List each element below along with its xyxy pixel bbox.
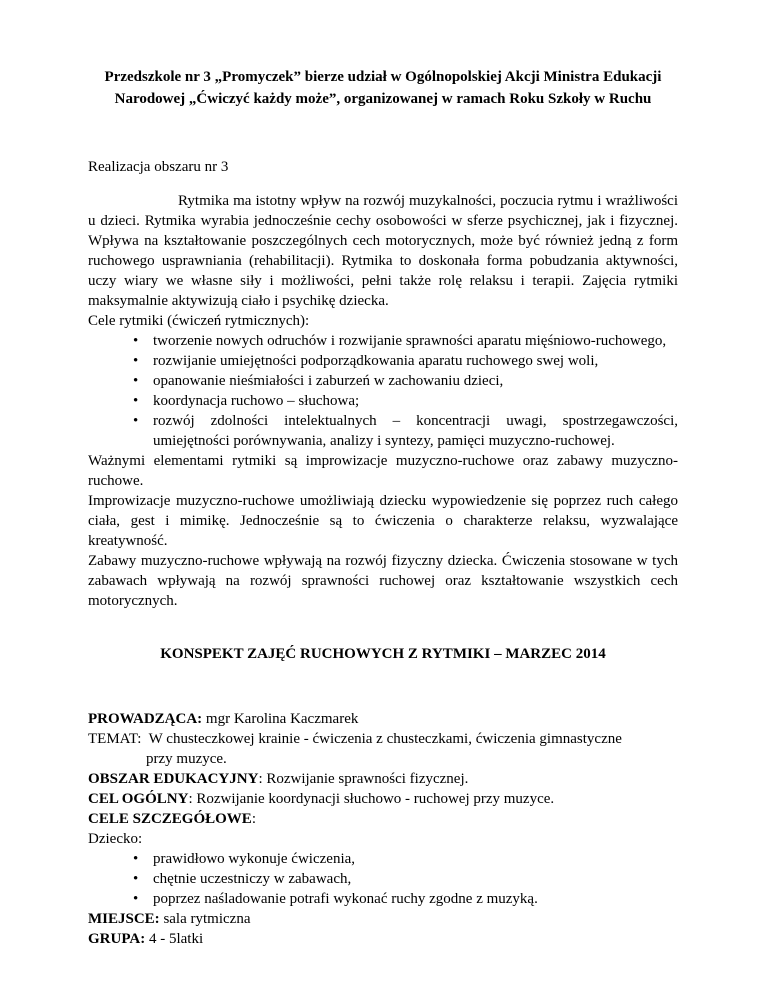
paragraph-elements: Ważnymi elementami rytmiki są improwizacje muzyczno-ruchowe oraz zabawy muzyczno-ruchowe. bbox=[88, 453, 678, 489]
group-line: GRUPA: 4 - 5latki bbox=[88, 931, 204, 947]
title-line-2: Narodowej „Ćwiczyć każdy może”, organizowanej w ramach Roku Szkoły w Ruchu bbox=[114, 91, 652, 107]
list-item: • rozwijanie umiejętności podporządkowania aparatu ruchowego swej woli, bbox=[133, 353, 599, 369]
lead-line: PROWADZĄCA: mgr Karolina Kaczmarek bbox=[88, 711, 359, 727]
bullet-icon: • bbox=[133, 393, 139, 409]
paragraph-improvisations: Improwizacje muzyczno-ruchowe umożliwiają dziecku wypowiedzenie się poprzez ruch całego ciała, gest i mimikę. Jednocześnie są to ćwiczenia o charakterze relaksu, wyzwalające kreatywność. bbox=[88, 493, 678, 549]
bullet-icon: • bbox=[133, 871, 139, 887]
bullet-icon: • bbox=[133, 851, 139, 867]
child-label: Dziecko: bbox=[88, 831, 143, 847]
topic-line: TEMAT: W chusteczkowej krainie - ćwiczenia z chusteczkami, ćwiczenia gimnastyczne bbox=[88, 731, 622, 747]
bullet-icon: • bbox=[133, 413, 139, 429]
title-line-1: Przedszkole nr 3 „Promyczek” bierze udział w Ogólnopolskiej Akcji Ministra Edukacji bbox=[104, 69, 662, 85]
goals-label: Cele rytmiki (ćwiczeń rytmicznych): bbox=[88, 313, 310, 329]
goals-list bbox=[88, 331, 678, 451]
detailed-goals-list bbox=[88, 849, 678, 909]
bullet-icon: • bbox=[133, 333, 139, 349]
goal-line: CEL OGÓLNY: Rozwijanie koordynacji słuchowo - ruchowej przy muzyce. bbox=[88, 791, 555, 807]
section-heading: Realizacja obszaru nr 3 bbox=[88, 159, 229, 175]
list-item: • rozwój zdolności intelektualnych – koncentracji uwagi, spostrzegawczości, umiejętności porównywania, analizy i syntezy, pamięci muzyczno-ruchowej. bbox=[133, 413, 678, 449]
list-item: • opanowanie nieśmiałości i zaburzeń w zachowaniu dzieci, bbox=[133, 373, 504, 389]
bullet-icon: • bbox=[133, 373, 139, 389]
paragraph-games: Zabawy muzyczno-ruchowe wpływają na rozwój fizyczny dziecka. Ćwiczenia stosowane w tych zabawach wpływają na rozwój sprawności ruchowej oraz kształtowanie wszystkich cech motorycznych. bbox=[88, 553, 678, 609]
document-title bbox=[88, 66, 678, 110]
area-line: OBSZAR EDUKACYJNY: Rozwijanie sprawności fizycznej. bbox=[88, 771, 469, 787]
document-page bbox=[88, 66, 678, 949]
bullet-icon: • bbox=[133, 891, 139, 907]
place-line: MIEJSCE: sala rytmiczna bbox=[88, 911, 251, 927]
list-item: • tworzenie nowych odruchów i rozwijanie sprawności aparatu mięśniowo-ruchowego, bbox=[133, 333, 667, 349]
plan-title: KONSPEKT ZAJĘĆ RUCHOWYCH Z RYTMIKI – MARZEC 2014 bbox=[160, 646, 606, 662]
list-item: • prawidłowo wykonuje ćwiczenia, bbox=[133, 851, 356, 867]
list-item: • chętnie uczestniczy w zabawach, bbox=[133, 871, 352, 887]
detailed-goals-label: CELE SZCZEGÓŁOWE: bbox=[88, 811, 256, 827]
list-item: • poprzez naśladowanie potrafi wykonać ruchy zgodne z muzyką. bbox=[133, 891, 538, 907]
list-item: • koordynacja ruchowo – słuchowa; bbox=[133, 393, 360, 409]
bullet-icon: • bbox=[133, 353, 139, 369]
topic-line-2: przy muzyce. bbox=[146, 751, 227, 767]
intro-paragraph: Rytmika ma istotny wpływ na rozwój muzykalności, poczucia rytmu i wrażliwości u dzieci. Rytmika wyrabia jednocześnie cechy osobowości w sferze psychicznej, jak i fizycznej. Wpływa na kształtowanie poszczególnych cech motorycznych, może być również jedną z form ruchowego usprawniania (rehabilitacji). Rytmika to doskonała forma pobudzania aktywności, uczy wiary we własne siły i możliwości, pełni także rolę relaksu i terapii. Zajęcia rytmiki maksymalnie aktywizują ciało i psychikę dziecka. bbox=[88, 193, 678, 309]
